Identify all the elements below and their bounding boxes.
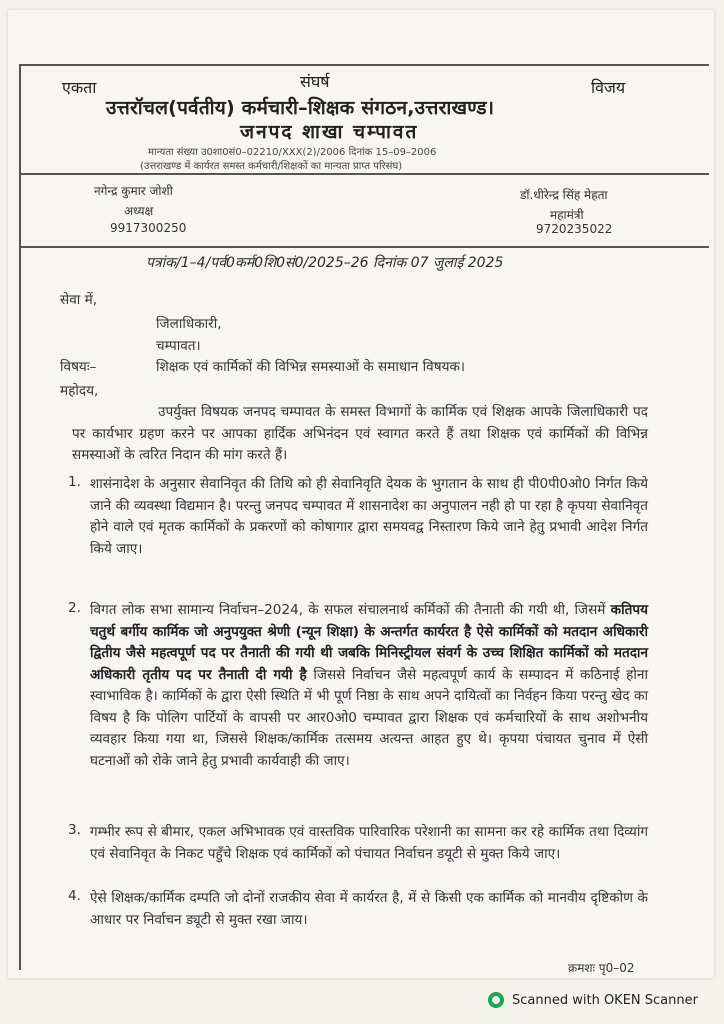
point-1 (90, 474, 648, 560)
point-2-number: 2. (68, 600, 81, 616)
header-divider (19, 173, 709, 175)
scanner-logo-icon (488, 992, 504, 1008)
point-4 (90, 888, 648, 931)
organization-name: उत्तरॉचल(पर्वतीय) कर्मचारी–शिक्षक संगठन,उत्तराखण्ड। (106, 97, 495, 119)
president-post: अध्यक्ष (124, 204, 154, 218)
point-2-text-b: जिससे निर्वाचन जैसे महत्वपूर्ण कार्य के सम्पादन में कठिनाई होना स्वाभाविक है। कार्मिकों के द्वारा ऐसी स्थिति में भी पूर्ण निष्ठा के साथ अपने दायित्वों का निर्वहन किया परन्तु खेद का विषय है कि पोलिग पार्टियों के वापसी पर आर0ओ0 चम्पावत द्वारा शिक्षक एवं कर्मचारियों के साथ अशोभनीय व्यवहार किया गया था, जिससे शिक्षक/कार्मिक तत्समय अत्यन्त आहत हुए थे। कृपया पंचायत चुनाव में ऐसी घटनाओं को रोके जाने हेतु प्रभावी कार्यवाही की जाए। (90, 666, 648, 769)
subject-label: विषयः– (60, 359, 97, 375)
motto-victory: विजय (591, 78, 626, 97)
point-2-text-a: विगत लोक सभा सामान्य निर्वाचन–2024, के सफल संचालनार्थ कर्मिकों की तैनाती की गयी थी, जिसमें (90, 602, 606, 618)
letter-page (8, 10, 714, 978)
scanner-label: Scanned with OKEN Scanner (512, 992, 698, 1008)
point-4-text: ऐसे शिक्षक/कार्मिक दम्पति जो दोनों राजकीय सेवा में कार्यरत है, में से किसी एक कार्मिक को मानवीय दृष्टिकोण के आधार पर निर्वाचन ड्यूटी से मुक्त रखा जाय। (90, 890, 648, 928)
president-phone: 9917300250 (110, 221, 187, 235)
officials-divider (19, 246, 709, 248)
recognition-number: मान्यता संख्या उ0शा0सं0–02210/XXX(2)/2006 दिनांक 15–09–2006 (148, 147, 437, 158)
point-1-number: 1. (68, 474, 81, 490)
point-3-number: 3. (68, 822, 81, 838)
point-3 (90, 822, 648, 865)
intro-paragraph (72, 402, 648, 467)
secretary-phone: 9720235022 (536, 222, 613, 236)
point-2 (90, 600, 648, 772)
letter-reference: पत्रांक/1–4/पर्व0कर्म0शि0सं0/2025–26 दिनांक 07 जुलाई 2025 (146, 255, 504, 271)
motto-struggle: संघर्ष (300, 72, 330, 91)
point-3-text: गम्भीर रूप से बीमार, एकल अभिभावक एवं वास्तविक पारिवारिक परेशानी का सामना कर रहे कार्मिक तथा दिव्यांग एवं सेवानिवृत के निकट पहुँचे शिक्षक एवं कार्मिकों को पंचायत निर्वाचन डयूटी से मुक्त किये जाए। (90, 824, 648, 862)
greeting: महोदय, (60, 383, 99, 399)
scanner-watermark (488, 992, 698, 1008)
point-4-number: 4. (68, 888, 81, 904)
point-1-text: शासंनादेश के अनुसार सेवानिवृत की तिथि को ही सेवानिवृति देयक के भुगतान के साथ ही पी0पी0ओ0 निर्गत किये जाने की व्यवस्था विद्यमान है। परन्तु जनपद चम्पावत में शासनादेश का अनुपालन नही हो पा रहा है कृपया सेवानिवृत होने वाले एवं मृतक कार्मिकों के प्रकरणों को कोषागार द्वारा समयवद्व निस्तारण किये जाने हेतु प्रभावी आदेश निर्गत किये जाए। (90, 476, 648, 557)
point-2-bold-text: कतिपय चतुर्थ बर्गीय कार्मिक जो अनुपयुक्त श्रेणी (न्यून शिक्षा) के अन्तर्गत कार्यरत है ऐसे कार्मिकों को मतदान अधिकारी द्वितीय जैसे महत्वपूर्ण पद पर तैनाती की गयी थी जबकि मिनिस्ट्रीयल संवर्ग के उच्च शिक्षित कार्मिकों को मतदान अधिकारी तृतीय पद पर तैनाती दी गयी है (90, 602, 648, 683)
president-name: नगेन्द्र कुमार जोशी (94, 184, 173, 198)
intro-text: उपर्युक्त विषयक जनपद चम्पावत के समस्त विभागों के कार्मिक एवं शिक्षक आपके जिलाधिकारी पद पर कार्यभार ग्रहण करने पर आपका हार्दिक अभिनंदन एवं स्वागत करते हैं तथा शिक्षक एवं कार्मिकों की विभिन्न समस्याओं के त्वरित निदान की मांग करते हैं। (72, 404, 648, 463)
header-border-top (19, 64, 709, 66)
page-continuation: क्रमशः पृ0–02 (568, 961, 635, 975)
secretary-name: डॉ.धीरेन्द्र सिंह मेहता (520, 188, 608, 202)
recognition-note: (उत्तराखण्ड में कार्यरत समस्त कर्मचारी/शिक्षकों का मान्यता प्राप्त परिसंघ) (140, 161, 403, 172)
branch-name: जनपद शाखा चम्पावत (240, 121, 419, 143)
secretary-post: महामंत्री (550, 208, 584, 222)
recipient: जिलाधिकारी, (156, 316, 222, 332)
subject-text: शिक्षक एवं कार्मिकों की विभिन्न समस्याओं के समाधान विषयक। (156, 359, 466, 375)
motto-unity: एकता (62, 78, 97, 97)
salutation-to: सेवा में, (60, 292, 98, 308)
recipient-place: चम्पावत। (156, 338, 201, 354)
header-border-left (19, 64, 21, 970)
